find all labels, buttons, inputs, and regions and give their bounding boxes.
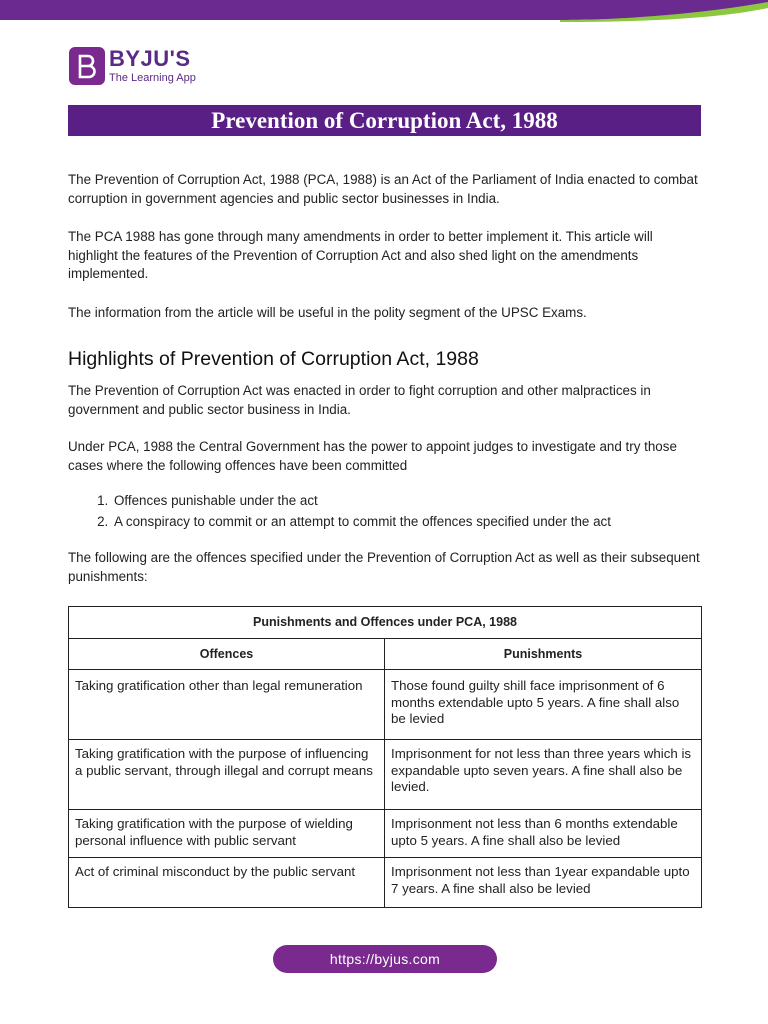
punishment-cell: Those found guilty shill face imprisonment of 6 months extendable upto 5 years. A fine shall also be levied — [385, 670, 702, 740]
punishment-cell: Imprisonment not less than 6 months extendable upto 5 years. A fine shall also be levied — [385, 810, 702, 858]
table-row — [69, 740, 702, 810]
highlights-heading: Highlights of Prevention of Corruption Act, 1988 — [68, 348, 479, 370]
punishment-cell: Imprisonment for not less than three years which is expandable upto seven years. A fine shall also be levied. — [385, 740, 702, 810]
logo-b-icon — [69, 47, 105, 85]
offence-cell: Act of criminal misconduct by the public servant — [69, 858, 385, 908]
title-bar — [68, 105, 701, 136]
footer-url-button[interactable] — [273, 945, 497, 973]
highlights-paragraph-3: The following are the offences specified under the Prevention of Corruption Act as well as their subsequent punishments: — [68, 550, 700, 584]
list-item: 1. Offences punishable under the act — [112, 492, 704, 511]
intro-paragraph-2: The PCA 1988 has gone through many amendments in order to better implement it. This article will highlight the features of the Prevention of Corruption Act and also shed light on the amendments implemented. — [68, 229, 653, 281]
table-caption: Punishments and Offences under PCA, 1988 — [69, 607, 702, 639]
article-body — [68, 171, 704, 586]
top-decorative-band — [0, 0, 768, 22]
table-row — [69, 858, 702, 908]
page-title: Prevention of Corruption Act, 1988 — [211, 107, 558, 133]
column-header-punishments: Punishments — [385, 639, 702, 670]
column-header-offences: Offences — [69, 639, 385, 670]
brand-name: BYJU'S — [109, 46, 191, 71]
intro-paragraph-3: The information from the article will be useful in the polity segment of the UPSC Exams. — [68, 304, 587, 320]
list-item: 2. A conspiracy to commit or an attempt to commit the offences specified under the act — [112, 513, 704, 532]
footer-url-text: https://byjus.com — [329, 951, 441, 967]
offence-cell: Taking gratification other than legal remuneration — [69, 670, 385, 740]
punishment-cell: Imprisonment not less than 1year expandable upto 7 years. A fine shall also be levied — [385, 858, 702, 908]
byjus-logo — [69, 47, 196, 85]
highlights-paragraph-2: Under PCA, 1988 the Central Government has the power to appoint judges to investigate and try those cases where the following offences have been committed — [68, 439, 677, 473]
punishments-table — [68, 606, 702, 908]
highlights-paragraph-1: The Prevention of Corruption Act was enacted in order to fight corruption and other malpractices in government and public sector business in India. — [68, 383, 651, 417]
offences-list — [68, 492, 704, 531]
table-row — [69, 810, 702, 858]
offence-cell: Taking gratification with the purpose of wielding personal influence with public servant — [69, 810, 385, 858]
table-row — [69, 670, 702, 740]
offence-cell: Taking gratification with the purpose of influencing a public servant, through illegal and corrupt means — [69, 740, 385, 810]
intro-paragraph-1: The Prevention of Corruption Act, 1988 (PCA, 1988) is an Act of the Parliament of India enacted to combat corruption in government agencies and public sector businesses in India. — [68, 172, 698, 206]
brand-tagline: The Learning App — [109, 72, 196, 84]
